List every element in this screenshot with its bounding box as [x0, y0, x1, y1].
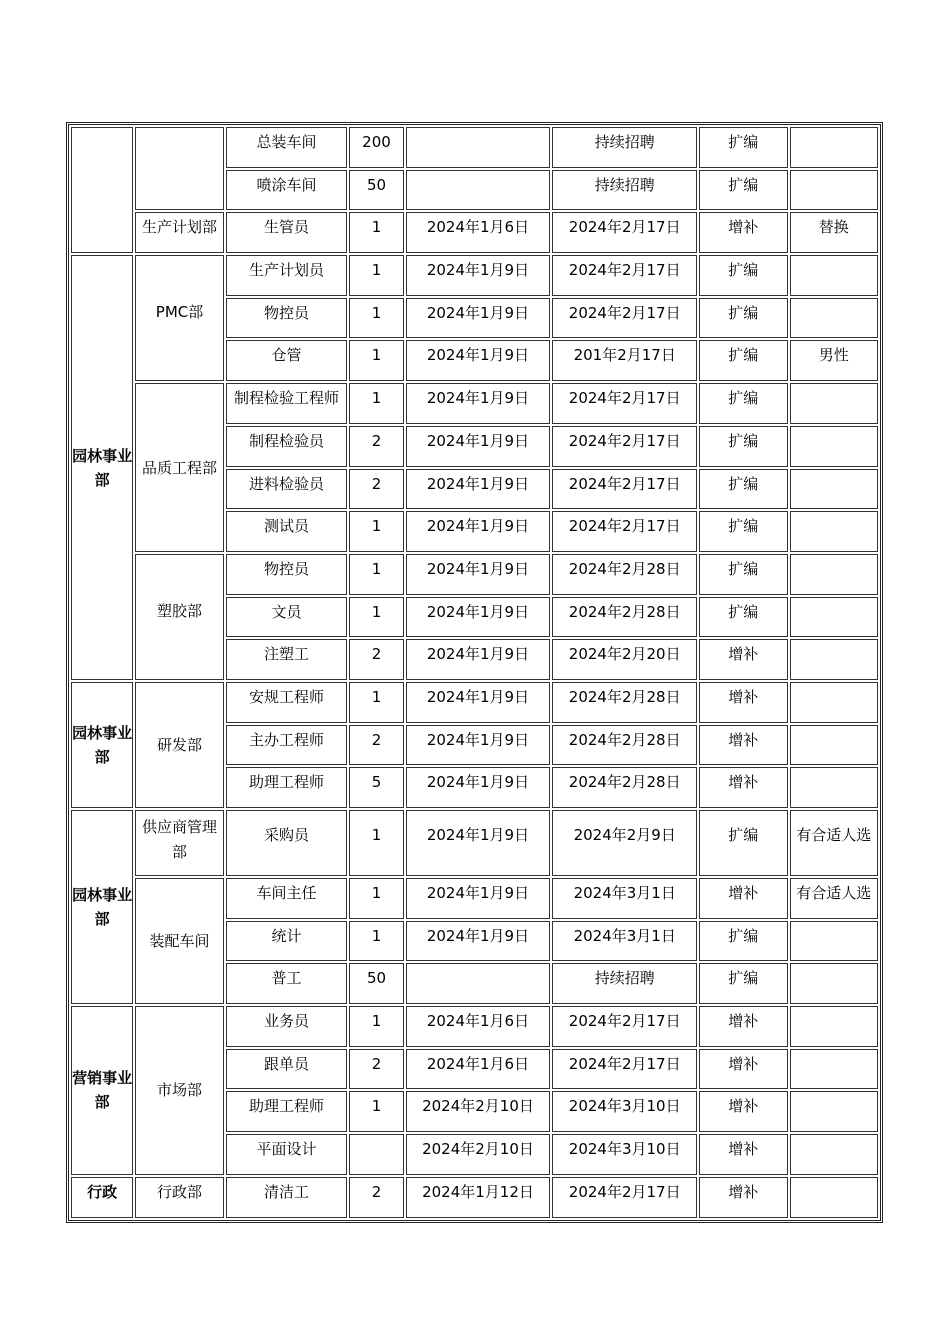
- position-cell: 仓管: [226, 340, 348, 381]
- count-cell: 2: [349, 725, 403, 766]
- count-cell: 5: [349, 767, 403, 808]
- start-date-cell: [406, 127, 551, 168]
- start-date-cell: 2024年1月9日: [406, 554, 551, 595]
- end-date-cell: 2024年3月10日: [552, 1134, 697, 1175]
- position-cell: 物控员: [226, 554, 348, 595]
- type-cell: 扩编: [699, 383, 787, 424]
- position-cell: 生产计划员: [226, 255, 348, 296]
- count-cell: 2: [349, 639, 403, 680]
- count-cell: 1: [349, 1006, 403, 1047]
- end-date-cell: 2024年2月17日: [552, 1049, 697, 1090]
- end-date-cell: 2024年2月17日: [552, 511, 697, 552]
- note-cell: [790, 554, 879, 595]
- note-cell: 男性: [790, 340, 879, 381]
- count-cell: 50: [349, 170, 403, 211]
- position-cell: 总装车间: [226, 127, 348, 168]
- type-cell: 扩编: [699, 963, 787, 1004]
- position-cell: 助理工程师: [226, 1091, 348, 1132]
- position-cell: 普工: [226, 963, 348, 1004]
- note-cell: [790, 767, 879, 808]
- end-date-cell: 持续招聘: [552, 963, 697, 1004]
- position-cell: 助理工程师: [226, 767, 348, 808]
- note-cell: [790, 383, 879, 424]
- table-row: [71, 682, 878, 723]
- division-cell: 行政: [71, 1177, 133, 1218]
- note-cell: [790, 597, 879, 638]
- type-cell: 扩编: [699, 597, 787, 638]
- start-date-cell: 2024年1月9日: [406, 426, 551, 467]
- note-cell: [790, 1091, 879, 1132]
- end-date-cell: 2024年2月17日: [552, 212, 697, 253]
- start-date-cell: 2024年1月9日: [406, 469, 551, 510]
- type-cell: 扩编: [699, 426, 787, 467]
- end-date-cell: 2024年2月9日: [552, 810, 697, 876]
- end-date-cell: 持续招聘: [552, 127, 697, 168]
- table-row: [71, 127, 878, 168]
- type-cell: 增补: [699, 639, 787, 680]
- count-cell: 1: [349, 340, 403, 381]
- start-date-cell: 2024年1月12日: [406, 1177, 551, 1218]
- table-row: [71, 1006, 878, 1047]
- type-cell: 扩编: [699, 170, 787, 211]
- position-cell: 采购员: [226, 810, 348, 876]
- note-cell: [790, 255, 879, 296]
- end-date-cell: 2024年2月17日: [552, 1006, 697, 1047]
- department-cell: 研发部: [135, 682, 223, 808]
- end-date-cell: 持续招聘: [552, 170, 697, 211]
- note-cell: [790, 127, 879, 168]
- end-date-cell: 2024年2月28日: [552, 767, 697, 808]
- end-date-cell: 201年2月17日: [552, 340, 697, 381]
- count-cell: 50: [349, 963, 403, 1004]
- end-date-cell: 2024年3月10日: [552, 1091, 697, 1132]
- position-cell: 注塑工: [226, 639, 348, 680]
- note-cell: [790, 682, 879, 723]
- count-cell: 1: [349, 1091, 403, 1132]
- end-date-cell: 2024年2月17日: [552, 426, 697, 467]
- type-cell: 增补: [699, 1049, 787, 1090]
- table-row: [71, 878, 878, 919]
- type-cell: 扩编: [699, 127, 787, 168]
- start-date-cell: 2024年1月9日: [406, 725, 551, 766]
- count-cell: 200: [349, 127, 403, 168]
- type-cell: 扩编: [699, 255, 787, 296]
- end-date-cell: 2024年3月1日: [552, 921, 697, 962]
- start-date-cell: [406, 963, 551, 1004]
- start-date-cell: 2024年2月10日: [406, 1091, 551, 1132]
- type-cell: 扩编: [699, 298, 787, 339]
- department-cell: 品质工程部: [135, 383, 223, 552]
- start-date-cell: 2024年1月9日: [406, 639, 551, 680]
- position-cell: 物控员: [226, 298, 348, 339]
- start-date-cell: 2024年1月9日: [406, 340, 551, 381]
- note-cell: [790, 1049, 879, 1090]
- end-date-cell: 2024年2月28日: [552, 597, 697, 638]
- position-cell: 制程检验工程师: [226, 383, 348, 424]
- count-cell: 1: [349, 682, 403, 723]
- count-cell: 1: [349, 554, 403, 595]
- end-date-cell: 2024年2月17日: [552, 469, 697, 510]
- count-cell: 1: [349, 511, 403, 552]
- department-cell: 行政部: [135, 1177, 223, 1218]
- end-date-cell: 2024年2月17日: [552, 298, 697, 339]
- start-date-cell: 2024年1月6日: [406, 1049, 551, 1090]
- start-date-cell: 2024年1月9日: [406, 298, 551, 339]
- position-cell: 主办工程师: [226, 725, 348, 766]
- count-cell: 2: [349, 1177, 403, 1218]
- note-cell: [790, 298, 879, 339]
- start-date-cell: [406, 170, 551, 211]
- count-cell: 1: [349, 298, 403, 339]
- end-date-cell: 2024年2月17日: [552, 1177, 697, 1218]
- start-date-cell: 2024年1月6日: [406, 212, 551, 253]
- count-cell: 1: [349, 810, 403, 876]
- position-cell: 车间主任: [226, 878, 348, 919]
- count-cell: 1: [349, 255, 403, 296]
- division-cell: 园林事业部: [71, 810, 133, 1004]
- note-cell: [790, 170, 879, 211]
- start-date-cell: 2024年1月9日: [406, 682, 551, 723]
- start-date-cell: 2024年1月9日: [406, 597, 551, 638]
- note-cell: [790, 1177, 879, 1218]
- department-cell: [135, 127, 223, 210]
- type-cell: 扩编: [699, 921, 787, 962]
- department-cell: 生产计划部: [135, 212, 223, 253]
- count-cell: 1: [349, 383, 403, 424]
- count-cell: 1: [349, 921, 403, 962]
- note-cell: 替换: [790, 212, 879, 253]
- position-cell: 清洁工: [226, 1177, 348, 1218]
- division-cell: [71, 127, 133, 253]
- note-cell: [790, 469, 879, 510]
- end-date-cell: 2024年2月17日: [552, 383, 697, 424]
- end-date-cell: 2024年2月20日: [552, 639, 697, 680]
- position-cell: 文员: [226, 597, 348, 638]
- position-cell: 喷涂车间: [226, 170, 348, 211]
- count-cell: 1: [349, 878, 403, 919]
- position-cell: 进料检验员: [226, 469, 348, 510]
- count-cell: 1: [349, 597, 403, 638]
- end-date-cell: 2024年2月28日: [552, 682, 697, 723]
- count-cell: 2: [349, 426, 403, 467]
- recruitment-table: [68, 124, 881, 1221]
- count-cell: 1: [349, 212, 403, 253]
- position-cell: 业务员: [226, 1006, 348, 1047]
- start-date-cell: 2024年1月9日: [406, 878, 551, 919]
- note-cell: [790, 1134, 879, 1175]
- type-cell: 增补: [699, 1177, 787, 1218]
- table-row: [71, 810, 878, 876]
- table-row: [71, 212, 878, 253]
- note-cell: [790, 725, 879, 766]
- note-cell: 有合适人选: [790, 810, 879, 876]
- note-cell: [790, 921, 879, 962]
- department-cell: PMC部: [135, 255, 223, 381]
- type-cell: 扩编: [699, 554, 787, 595]
- department-cell: 市场部: [135, 1006, 223, 1175]
- department-cell: 供应商管理部: [135, 810, 223, 876]
- type-cell: 增补: [699, 767, 787, 808]
- position-cell: 统计: [226, 921, 348, 962]
- note-cell: [790, 426, 879, 467]
- division-cell: 园林事业部: [71, 255, 133, 680]
- type-cell: 扩编: [699, 469, 787, 510]
- start-date-cell: 2024年1月9日: [406, 921, 551, 962]
- note-cell: [790, 639, 879, 680]
- position-cell: 平面设计: [226, 1134, 348, 1175]
- start-date-cell: 2024年1月9日: [406, 810, 551, 876]
- table-row: [71, 255, 878, 296]
- position-cell: 生管员: [226, 212, 348, 253]
- table-row: [71, 554, 878, 595]
- note-cell: [790, 1006, 879, 1047]
- department-cell: 塑胶部: [135, 554, 223, 680]
- start-date-cell: 2024年2月10日: [406, 1134, 551, 1175]
- start-date-cell: 2024年1月9日: [406, 255, 551, 296]
- table-row: [71, 1177, 878, 1218]
- count-cell: 2: [349, 1049, 403, 1090]
- type-cell: 增补: [699, 682, 787, 723]
- type-cell: 增补: [699, 878, 787, 919]
- type-cell: 增补: [699, 1091, 787, 1132]
- note-cell: 有合适人选: [790, 878, 879, 919]
- note-cell: [790, 511, 879, 552]
- type-cell: 增补: [699, 212, 787, 253]
- department-cell: 装配车间: [135, 878, 223, 1004]
- start-date-cell: 2024年1月9日: [406, 767, 551, 808]
- position-cell: 制程检验员: [226, 426, 348, 467]
- start-date-cell: 2024年1月9日: [406, 511, 551, 552]
- position-cell: 安规工程师: [226, 682, 348, 723]
- start-date-cell: 2024年1月9日: [406, 383, 551, 424]
- type-cell: 扩编: [699, 511, 787, 552]
- type-cell: 增补: [699, 1006, 787, 1047]
- count-cell: 2: [349, 469, 403, 510]
- end-date-cell: 2024年2月28日: [552, 725, 697, 766]
- end-date-cell: 2024年2月17日: [552, 255, 697, 296]
- count-cell: [349, 1134, 403, 1175]
- table-row: [71, 383, 878, 424]
- type-cell: 增补: [699, 1134, 787, 1175]
- division-cell: 园林事业部: [71, 682, 133, 808]
- type-cell: 扩编: [699, 810, 787, 876]
- note-cell: [790, 963, 879, 1004]
- end-date-cell: 2024年2月28日: [552, 554, 697, 595]
- start-date-cell: 2024年1月6日: [406, 1006, 551, 1047]
- position-cell: 测试员: [226, 511, 348, 552]
- type-cell: 增补: [699, 725, 787, 766]
- division-cell: 营销事业部: [71, 1006, 133, 1175]
- type-cell: 扩编: [699, 340, 787, 381]
- position-cell: 跟单员: [226, 1049, 348, 1090]
- end-date-cell: 2024年3月1日: [552, 878, 697, 919]
